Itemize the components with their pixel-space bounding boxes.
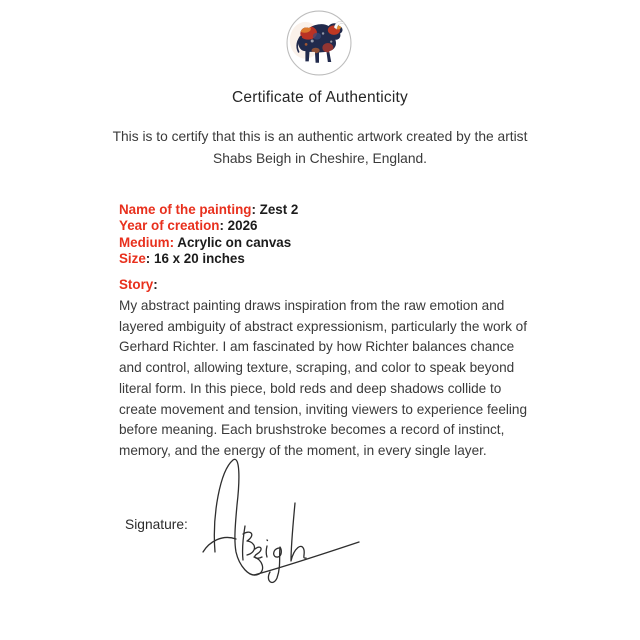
signature-stroke: [203, 537, 236, 552]
story-colon: :: [153, 277, 158, 292]
field-colon: :: [219, 218, 224, 234]
artwork-details: [119, 202, 298, 267]
field-colon: :: [145, 250, 151, 266]
statement-line-2: Shabs Beigh in Cheshire, England.: [213, 151, 427, 166]
field-value: Acrylic on canvas: [177, 234, 292, 250]
field-colon: :: [251, 202, 256, 217]
bull-logo-icon: [285, 9, 353, 77]
statement-line-1: This is to certify that this is an authentic artwork created by the artist: [112, 129, 528, 144]
field-label: Year of creation: [119, 218, 220, 234]
field-colon: :: [169, 234, 175, 250]
signature-label: Signature:: [125, 517, 188, 532]
certificate-title: Certificate of Authenticity: [232, 89, 408, 106]
field-painting-name: [119, 202, 298, 218]
field-size: [119, 251, 298, 267]
field-value: 16 x 20 inches: [154, 250, 245, 266]
field-label: Medium: [119, 234, 170, 250]
signature-stroke: [243, 526, 255, 560]
field-value: Zest 2: [259, 202, 299, 217]
story-label: Story: [119, 277, 154, 292]
field-label: Name of the painting: [119, 202, 252, 217]
signature-stroke: [291, 503, 306, 561]
signature-stroke: [254, 542, 359, 575]
field-label: Size: [119, 250, 146, 266]
field-year-of-creation: [119, 218, 298, 234]
certification-statement: [70, 126, 570, 170]
bull-logo: [285, 9, 353, 77]
signature-stroke: [255, 547, 262, 558]
story-heading: [119, 277, 158, 292]
story-paragraph: My abstract painting draws inspiration from the raw emotion and layered ambiguity of abstract expressionism, particularly the work of Gerhard Richter. I am fascinated by how Richter balances chance and control, allowing texture, scraping, and color to speak beyond literal form. In this piece, bold reds and deep shadows collide to create movement and tension, inviting viewers to experience feeling before meaning. Each brushstroke becomes a record of instinct, memory, and the energy of the moment, in every single layer.: [119, 298, 528, 458]
field-medium: [119, 235, 298, 251]
signature-stroke: [268, 547, 281, 582]
field-value: 2026: [227, 218, 258, 234]
signature-stroke: [266, 540, 267, 557]
handwritten-signature: [196, 453, 366, 590]
